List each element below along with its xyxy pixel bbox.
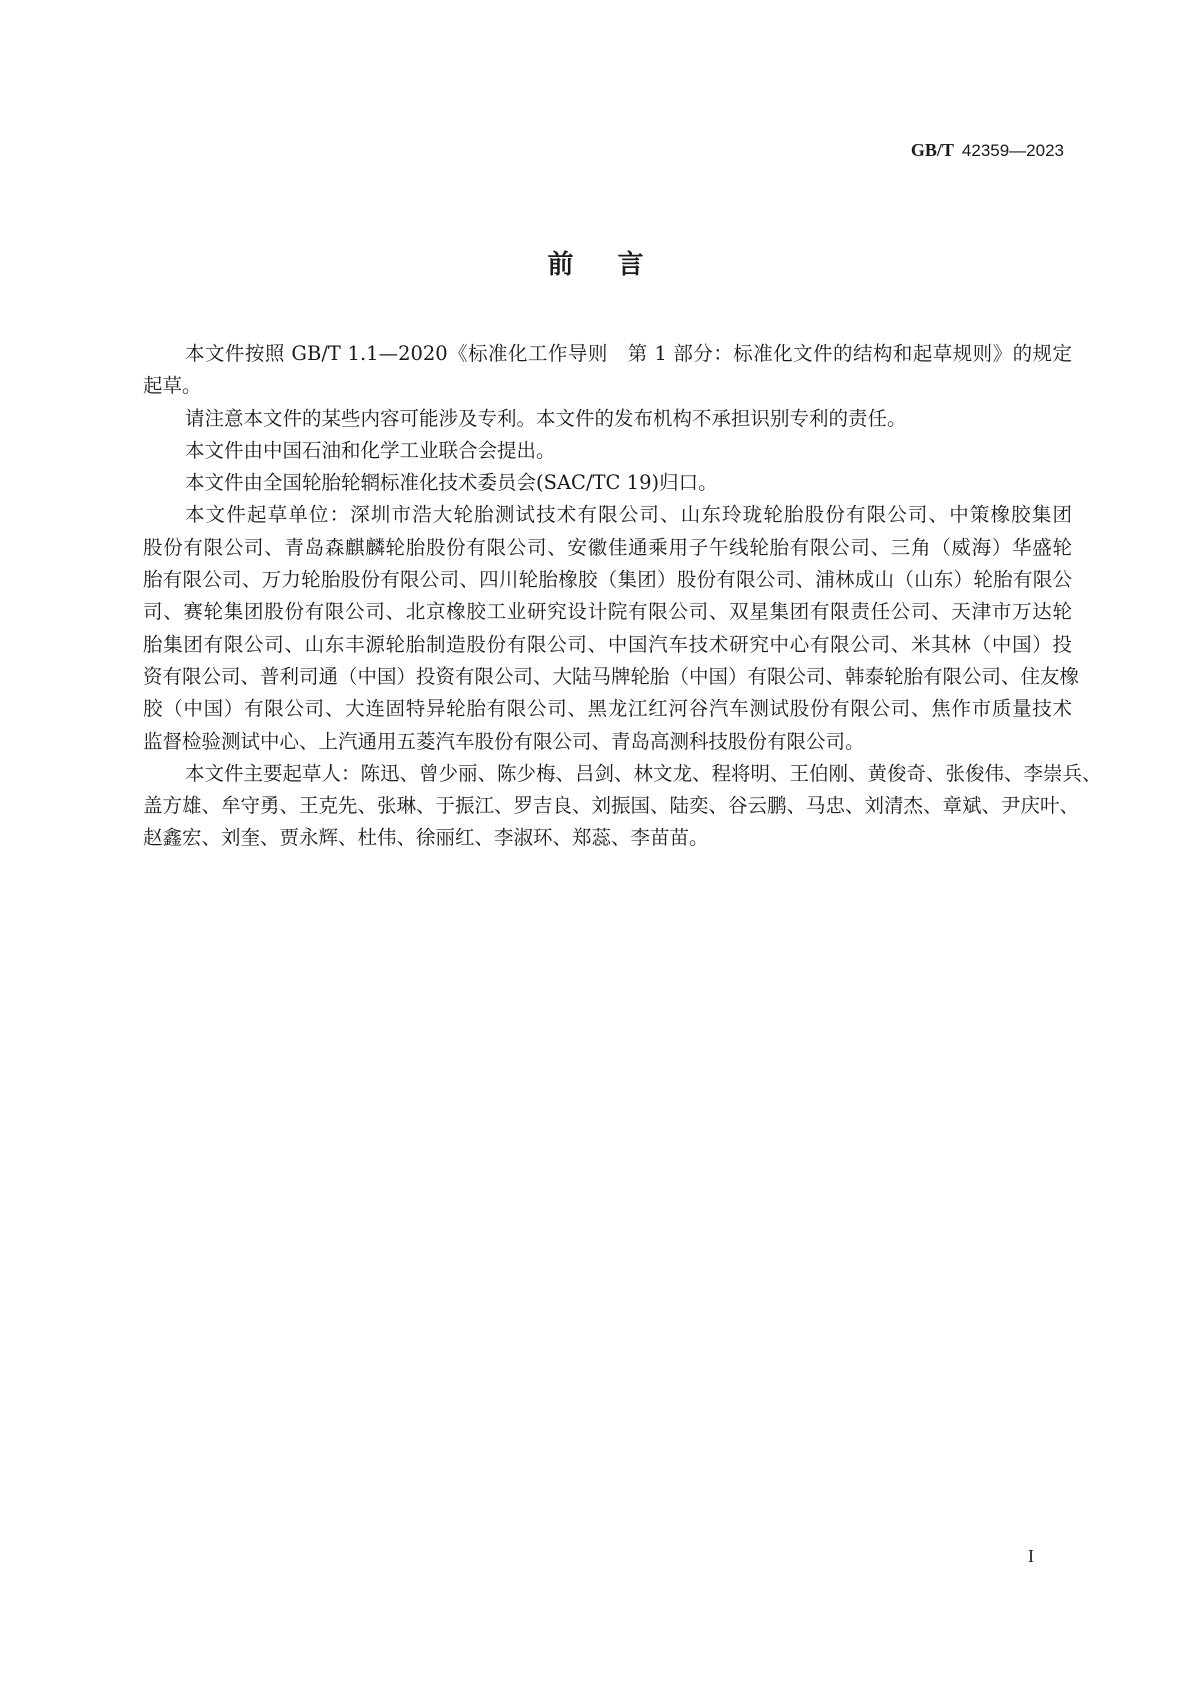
paragraph-line: 起草。 <box>143 374 202 398</box>
paragraph <box>143 467 1072 499</box>
paragraph-line: 胎集团有限公司、山东丰源轮胎制造股份有限公司、中国汽车技术研究中心有限公司、米其林（中国）投 <box>143 632 1072 656</box>
paragraph-line: 股份有限公司、青岛森麒麟轮胎股份有限公司、安徽佳通乘用子午线轮胎有限公司、三角（威海）华盛轮 <box>143 535 1072 559</box>
standard-number: 42359—2023 <box>961 141 1064 160</box>
standard-prefix: GB/T <box>910 140 954 160</box>
paragraph-line: 监督检验测试中心、上汽通用五菱汽车股份有限公司、青岛高测科技股份有限公司。 <box>143 729 865 753</box>
paragraph-line: 请注意本文件的某些内容可能涉及专利。本文件的发布机构不承担识别专利的责任。 <box>185 406 907 430</box>
paragraph <box>143 499 1080 757</box>
paragraph <box>143 338 1072 403</box>
paragraph-line: 资有限公司、普利司通（中国）投资有限公司、大陆马牌轮胎（中国）有限公司、韩泰轮胎有限公司、住友橡 <box>143 664 1080 688</box>
paragraph-line: 司、赛轮集团股份有限公司、北京橡胶工业研究设计院有限公司、双星集团有限责任公司、天津市万达轮 <box>143 600 1072 624</box>
paragraph-line: 赵鑫宏、刘奎、贾永辉、杜伟、徐丽红、李淑环、郑蕊、李苗苗。 <box>143 826 709 850</box>
page-title: 前言 <box>547 250 688 280</box>
paragraph-line: 盖方雄、牟守勇、王克先、张琳、于振江、罗吉良、刘振国、陆奕、谷云鹏、马忠、刘清杰、章斌、尹庆叶、 <box>143 794 1080 818</box>
paragraph-line: 本文件由中国石油和化学工业联合会提出。 <box>185 438 556 462</box>
paragraph-line: 本文件起草单位：深圳市浩大轮胎测试技术有限公司、山东玲珑轮胎股份有限公司、中策橡胶集团 <box>185 503 1072 527</box>
paragraph-line: 本文件由全国轮胎轮辋标准化技术委员会(SAC/TC 19)归口。 <box>185 471 718 495</box>
paragraph-line: 本文件主要起草人：陈迅、曾少丽、陈少梅、吕剑、林文龙、程将明、王伯刚、黄俊奇、张俊伟、李崇兵、 <box>185 761 1102 785</box>
paragraph <box>143 758 1102 855</box>
document-code-header <box>911 140 1064 161</box>
paragraph <box>143 403 1072 435</box>
paragraph-line: 胶（中国）有限公司、大连固特异轮胎有限公司、黑龙江红河谷汽车测试股份有限公司、焦作市质量技术 <box>143 697 1072 721</box>
page-number: I <box>1028 1546 1034 1566</box>
paragraph-line: 胎有限公司、万力轮胎股份有限公司、四川轮胎橡胶（集团）股份有限公司、浦林成山（山东）轮胎有限公 <box>143 568 1072 592</box>
paragraph <box>143 435 1072 467</box>
foreword-body <box>143 338 1102 855</box>
paragraph-line: 本文件按照 GB/T 1.1—2020《标准化工作导则 第 1 部分：标准化文件的结构和起草规则》的规定 <box>185 342 1072 365</box>
